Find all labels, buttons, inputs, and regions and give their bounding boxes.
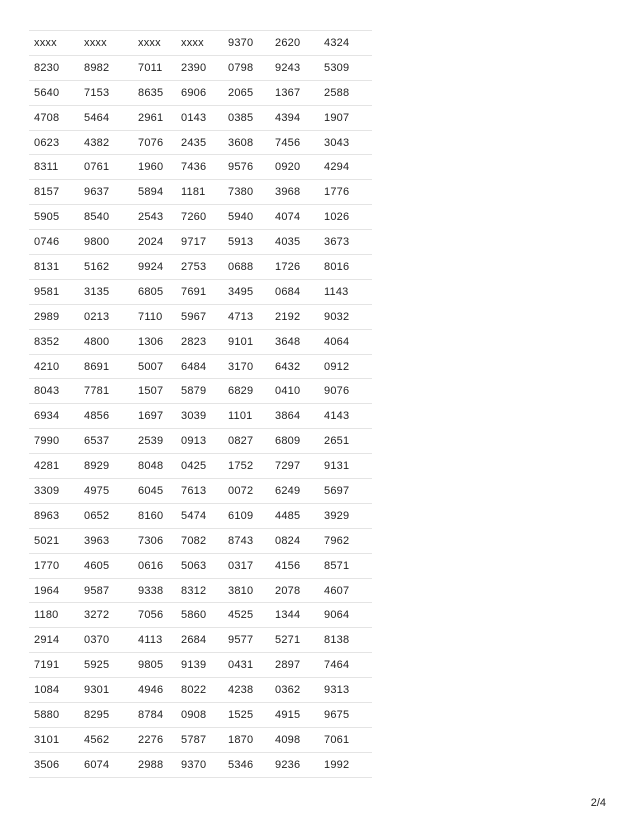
table-cell: 8131 — [29, 255, 79, 280]
table-cell: 2988 — [133, 752, 176, 777]
table-cell: 8743 — [223, 528, 270, 553]
table-cell: 6809 — [270, 429, 319, 454]
table-cell: 0913 — [176, 429, 223, 454]
table-cell: 0213 — [79, 304, 133, 329]
table-cell: 8352 — [29, 329, 79, 354]
table-cell: 7691 — [176, 279, 223, 304]
table-row — [29, 105, 372, 130]
table-cell: 4324 — [319, 31, 372, 56]
table-cell: 8157 — [29, 180, 79, 205]
table-cell: 7061 — [319, 727, 372, 752]
table-cell: 8312 — [176, 578, 223, 603]
table-cell: 1143 — [319, 279, 372, 304]
table-row — [29, 304, 372, 329]
table-cell: 4238 — [223, 678, 270, 703]
table-cell: xxxx — [133, 31, 176, 56]
table-cell: 0370 — [79, 628, 133, 653]
table-cell: 4708 — [29, 105, 79, 130]
table-cell: 0652 — [79, 503, 133, 528]
table-cell: 4074 — [270, 205, 319, 230]
table-cell: 2543 — [133, 205, 176, 230]
table-cell: 5905 — [29, 205, 79, 230]
table-cell: 1960 — [133, 155, 176, 180]
table-cell: 3864 — [270, 404, 319, 429]
table-cell: 4394 — [270, 105, 319, 130]
table-cell: 8691 — [79, 354, 133, 379]
table-cell: 6045 — [133, 479, 176, 504]
table-cell: 9581 — [29, 279, 79, 304]
table-row — [29, 628, 372, 653]
table-cell: 3810 — [223, 578, 270, 603]
table-cell: 2753 — [176, 255, 223, 280]
table-cell: 9717 — [176, 230, 223, 255]
table-cell: 0385 — [223, 105, 270, 130]
table-row — [29, 230, 372, 255]
table-cell: 9576 — [223, 155, 270, 180]
table-cell: 9637 — [79, 180, 133, 205]
table-cell: 4113 — [133, 628, 176, 653]
table-cell: 9370 — [176, 752, 223, 777]
table-cell: 5880 — [29, 703, 79, 728]
table-cell: 5640 — [29, 80, 79, 105]
table-row — [29, 255, 372, 280]
table-cell: 0362 — [270, 678, 319, 703]
table-row — [29, 205, 372, 230]
table-cell: 0920 — [270, 155, 319, 180]
table-cell: 9131 — [319, 454, 372, 479]
table-cell: 5063 — [176, 553, 223, 578]
table-cell: 6109 — [223, 503, 270, 528]
table-cell: 5787 — [176, 727, 223, 752]
table-row — [29, 752, 372, 777]
table-cell: 7962 — [319, 528, 372, 553]
table-cell: 5474 — [176, 503, 223, 528]
table-cell: 7613 — [176, 479, 223, 504]
table-cell: 4281 — [29, 454, 79, 479]
table-cell: 4713 — [223, 304, 270, 329]
table-row — [29, 279, 372, 304]
table-row — [29, 155, 372, 180]
table-cell: 9587 — [79, 578, 133, 603]
table-cell: 7260 — [176, 205, 223, 230]
table-cell: 0827 — [223, 429, 270, 454]
table-cell: 2065 — [223, 80, 270, 105]
table-cell: 3309 — [29, 479, 79, 504]
table-cell: 7082 — [176, 528, 223, 553]
table-cell: 0912 — [319, 354, 372, 379]
table-cell: 5697 — [319, 479, 372, 504]
table-cell: 7076 — [133, 130, 176, 155]
table-cell: 6829 — [223, 379, 270, 404]
table-cell: 4856 — [79, 404, 133, 429]
table-row — [29, 429, 372, 454]
table-cell: 4064 — [319, 329, 372, 354]
table-cell: 3506 — [29, 752, 79, 777]
table-cell: 8048 — [133, 454, 176, 479]
table-row — [29, 503, 372, 528]
number-table-body — [29, 31, 372, 778]
table-row — [29, 379, 372, 404]
table-cell: 5860 — [176, 603, 223, 628]
table-cell: 2435 — [176, 130, 223, 155]
table-cell: 1525 — [223, 703, 270, 728]
table-cell: 8635 — [133, 80, 176, 105]
table-cell: 2897 — [270, 653, 319, 678]
table-cell: 1306 — [133, 329, 176, 354]
table-row — [29, 528, 372, 553]
table-cell: 9064 — [319, 603, 372, 628]
table-row — [29, 479, 372, 504]
table-cell: 5007 — [133, 354, 176, 379]
table-cell: 8138 — [319, 628, 372, 653]
table-row — [29, 80, 372, 105]
table-cell: 7153 — [79, 80, 133, 105]
table-cell: 6074 — [79, 752, 133, 777]
table-cell: 4562 — [79, 727, 133, 752]
table-cell: 4800 — [79, 329, 133, 354]
table-cell: 3648 — [270, 329, 319, 354]
table-cell: 8295 — [79, 703, 133, 728]
table-cell: 7464 — [319, 653, 372, 678]
table-row — [29, 703, 372, 728]
table-cell: 8784 — [133, 703, 176, 728]
table-cell: 7011 — [133, 55, 176, 80]
table-cell: 2078 — [270, 578, 319, 603]
table-cell: 9675 — [319, 703, 372, 728]
table-cell: 9313 — [319, 678, 372, 703]
table-cell: 4210 — [29, 354, 79, 379]
table-cell: 1776 — [319, 180, 372, 205]
table-cell: 4294 — [319, 155, 372, 180]
table-cell: 0425 — [176, 454, 223, 479]
table-cell: 4156 — [270, 553, 319, 578]
table-cell: 9800 — [79, 230, 133, 255]
table-cell: 1084 — [29, 678, 79, 703]
table-cell: 4915 — [270, 703, 319, 728]
table-cell: 6934 — [29, 404, 79, 429]
table-cell: 5894 — [133, 180, 176, 205]
table-row — [29, 578, 372, 603]
table-cell: 2651 — [319, 429, 372, 454]
table-cell: 8160 — [133, 503, 176, 528]
table-cell: 1026 — [319, 205, 372, 230]
table-cell: 2390 — [176, 55, 223, 80]
table-cell: 0798 — [223, 55, 270, 80]
table-cell: 4975 — [79, 479, 133, 504]
table-cell: 7297 — [270, 454, 319, 479]
table-cell: 3968 — [270, 180, 319, 205]
table-cell: 3673 — [319, 230, 372, 255]
table-cell: 4035 — [270, 230, 319, 255]
table-cell: 2192 — [270, 304, 319, 329]
table-cell: 0431 — [223, 653, 270, 678]
table-row — [29, 454, 372, 479]
table-cell: 5309 — [319, 55, 372, 80]
table-row — [29, 603, 372, 628]
table-cell: 8982 — [79, 55, 133, 80]
table-cell: 0908 — [176, 703, 223, 728]
table-cell: 3039 — [176, 404, 223, 429]
table-cell: 5967 — [176, 304, 223, 329]
table-cell: 1697 — [133, 404, 176, 429]
table-cell: xxxx — [29, 31, 79, 56]
table-cell: 7990 — [29, 429, 79, 454]
table-row — [29, 653, 372, 678]
table-cell: 1181 — [176, 180, 223, 205]
table-row — [29, 55, 372, 80]
table-cell: 9236 — [270, 752, 319, 777]
table-cell: 6432 — [270, 354, 319, 379]
table-cell: 0410 — [270, 379, 319, 404]
table-cell: 2961 — [133, 105, 176, 130]
table-cell: 3170 — [223, 354, 270, 379]
table-cell: 1964 — [29, 578, 79, 603]
table-row — [29, 329, 372, 354]
table-cell: 6906 — [176, 80, 223, 105]
table-cell: 4382 — [79, 130, 133, 155]
table-cell: 1101 — [223, 404, 270, 429]
table-cell: 0684 — [270, 279, 319, 304]
table-cell: 3101 — [29, 727, 79, 752]
table-cell: 0317 — [223, 553, 270, 578]
table-cell: 4485 — [270, 503, 319, 528]
table-cell: 1992 — [319, 752, 372, 777]
table-cell: 5925 — [79, 653, 133, 678]
table-cell: 2276 — [133, 727, 176, 752]
table-cell: 8043 — [29, 379, 79, 404]
table-cell: 2539 — [133, 429, 176, 454]
table-cell: 4143 — [319, 404, 372, 429]
table-cell: 8022 — [176, 678, 223, 703]
table-cell: 8016 — [319, 255, 372, 280]
table-cell: 5346 — [223, 752, 270, 777]
table-cell: 1507 — [133, 379, 176, 404]
table-cell: 3495 — [223, 279, 270, 304]
table-cell: 1367 — [270, 80, 319, 105]
table-cell: 0746 — [29, 230, 79, 255]
table-cell: 9338 — [133, 578, 176, 603]
table-cell: 5913 — [223, 230, 270, 255]
table-cell: 1907 — [319, 105, 372, 130]
table-row — [29, 553, 372, 578]
table-cell: 6805 — [133, 279, 176, 304]
table-cell: 1726 — [270, 255, 319, 280]
table-cell: xxxx — [79, 31, 133, 56]
table-cell: 7110 — [133, 304, 176, 329]
table-cell: 2684 — [176, 628, 223, 653]
table-cell: 1770 — [29, 553, 79, 578]
table-cell: 6249 — [270, 479, 319, 504]
table-row — [29, 727, 372, 752]
table-cell: 6537 — [79, 429, 133, 454]
table-cell: 3929 — [319, 503, 372, 528]
page-number: 2/4 — [590, 797, 606, 809]
table-cell: 2620 — [270, 31, 319, 56]
table-row — [29, 31, 372, 56]
table-cell: 9370 — [223, 31, 270, 56]
table-row — [29, 130, 372, 155]
table-cell: 5464 — [79, 105, 133, 130]
table-cell: 2024 — [133, 230, 176, 255]
table-cell: 1180 — [29, 603, 79, 628]
table-cell: 5879 — [176, 379, 223, 404]
table-cell: 6484 — [176, 354, 223, 379]
table-cell: 7056 — [133, 603, 176, 628]
table-cell: 4098 — [270, 727, 319, 752]
table-cell: 0143 — [176, 105, 223, 130]
table-cell: 0616 — [133, 553, 176, 578]
table-cell: 0072 — [223, 479, 270, 504]
table-cell: 2823 — [176, 329, 223, 354]
table-cell: 9101 — [223, 329, 270, 354]
table-row — [29, 678, 372, 703]
table-cell: 7380 — [223, 180, 270, 205]
table-cell: 7781 — [79, 379, 133, 404]
table-cell: 7456 — [270, 130, 319, 155]
table-cell: 5021 — [29, 528, 79, 553]
table-cell: 3135 — [79, 279, 133, 304]
table-cell: 2588 — [319, 80, 372, 105]
table-cell: xxxx — [176, 31, 223, 56]
table-cell: 8963 — [29, 503, 79, 528]
table-row — [29, 404, 372, 429]
table-cell: 5162 — [79, 255, 133, 280]
table-cell: 3963 — [79, 528, 133, 553]
table-cell: 0688 — [223, 255, 270, 280]
table-cell: 3272 — [79, 603, 133, 628]
table-cell: 1344 — [270, 603, 319, 628]
table-cell: 1870 — [223, 727, 270, 752]
table-cell: 4946 — [133, 678, 176, 703]
table-cell: 2989 — [29, 304, 79, 329]
table-cell: 0623 — [29, 130, 79, 155]
table-cell: 1752 — [223, 454, 270, 479]
table-cell: 7306 — [133, 528, 176, 553]
table-row — [29, 180, 372, 205]
table-cell: 9301 — [79, 678, 133, 703]
table-cell: 8311 — [29, 155, 79, 180]
table-cell: 4605 — [79, 553, 133, 578]
table-cell: 8230 — [29, 55, 79, 80]
table-cell: 9924 — [133, 255, 176, 280]
table-cell: 5940 — [223, 205, 270, 230]
table-cell: 9805 — [133, 653, 176, 678]
table-cell: 5271 — [270, 628, 319, 653]
table-cell: 8540 — [79, 205, 133, 230]
table-cell: 8571 — [319, 553, 372, 578]
table-cell: 9243 — [270, 55, 319, 80]
table-cell: 9032 — [319, 304, 372, 329]
table-row — [29, 354, 372, 379]
table-cell: 9076 — [319, 379, 372, 404]
table-cell: 7436 — [176, 155, 223, 180]
table-cell: 3608 — [223, 130, 270, 155]
number-table — [29, 30, 372, 778]
table-cell: 8929 — [79, 454, 133, 479]
table-cell: 2914 — [29, 628, 79, 653]
table-cell: 3043 — [319, 130, 372, 155]
table-cell: 9139 — [176, 653, 223, 678]
table-cell: 7191 — [29, 653, 79, 678]
table-cell: 4607 — [319, 578, 372, 603]
table-cell: 0761 — [79, 155, 133, 180]
table-cell: 0824 — [270, 528, 319, 553]
table-cell: 4525 — [223, 603, 270, 628]
table-cell: 9577 — [223, 628, 270, 653]
